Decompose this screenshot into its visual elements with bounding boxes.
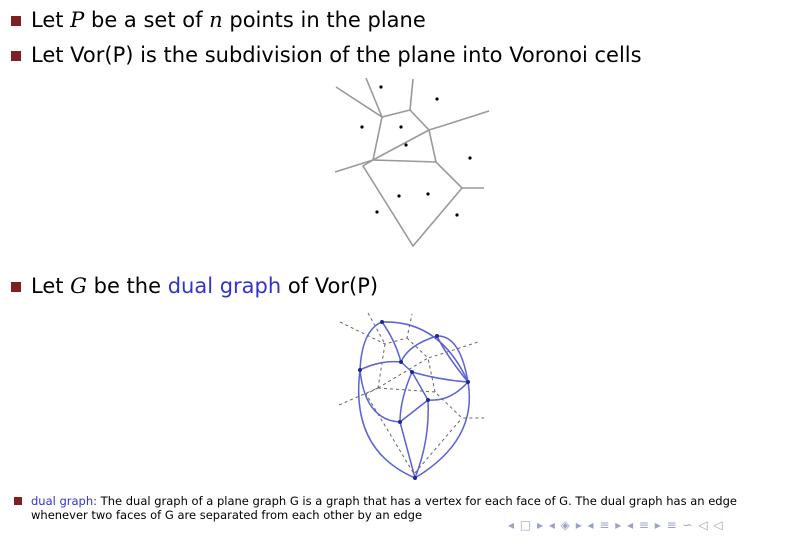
bullet-3-text-b: be the [86, 274, 168, 298]
var-g: G [70, 274, 87, 298]
bullet-1-text-b: be a set of [84, 8, 210, 32]
dual-graph-link[interactable]: dual graph [167, 274, 282, 298]
var-n: n [209, 8, 223, 32]
var-p: P [70, 8, 85, 32]
bullet-1-text-c: points in the plane [222, 8, 426, 32]
beamer-navigation[interactable]: ◂ □ ▸ ◂ ◈ ▸ ◂ ≡ ▸ ◂ ≡ ▸ ≡ ∽ ◁ ◁ [508, 518, 724, 532]
bullet-3-text-c: of Vor(P) [281, 274, 379, 298]
bullet-2: Let Vor(P) is the subdivision of the plane into Voronoi cells [31, 43, 642, 67]
footnote-text: The dual graph of a plane graph G is a graph that has a vertex for each face of G. The dual graph has an edge whenever two faces of G are separated from each other by an edge [31, 494, 737, 522]
footnote-term: dual graph: [31, 494, 98, 508]
bullet-1-text-a: Let [31, 8, 71, 32]
footnote-marker [14, 497, 22, 505]
bullet-3-text-a: Let [31, 274, 71, 298]
